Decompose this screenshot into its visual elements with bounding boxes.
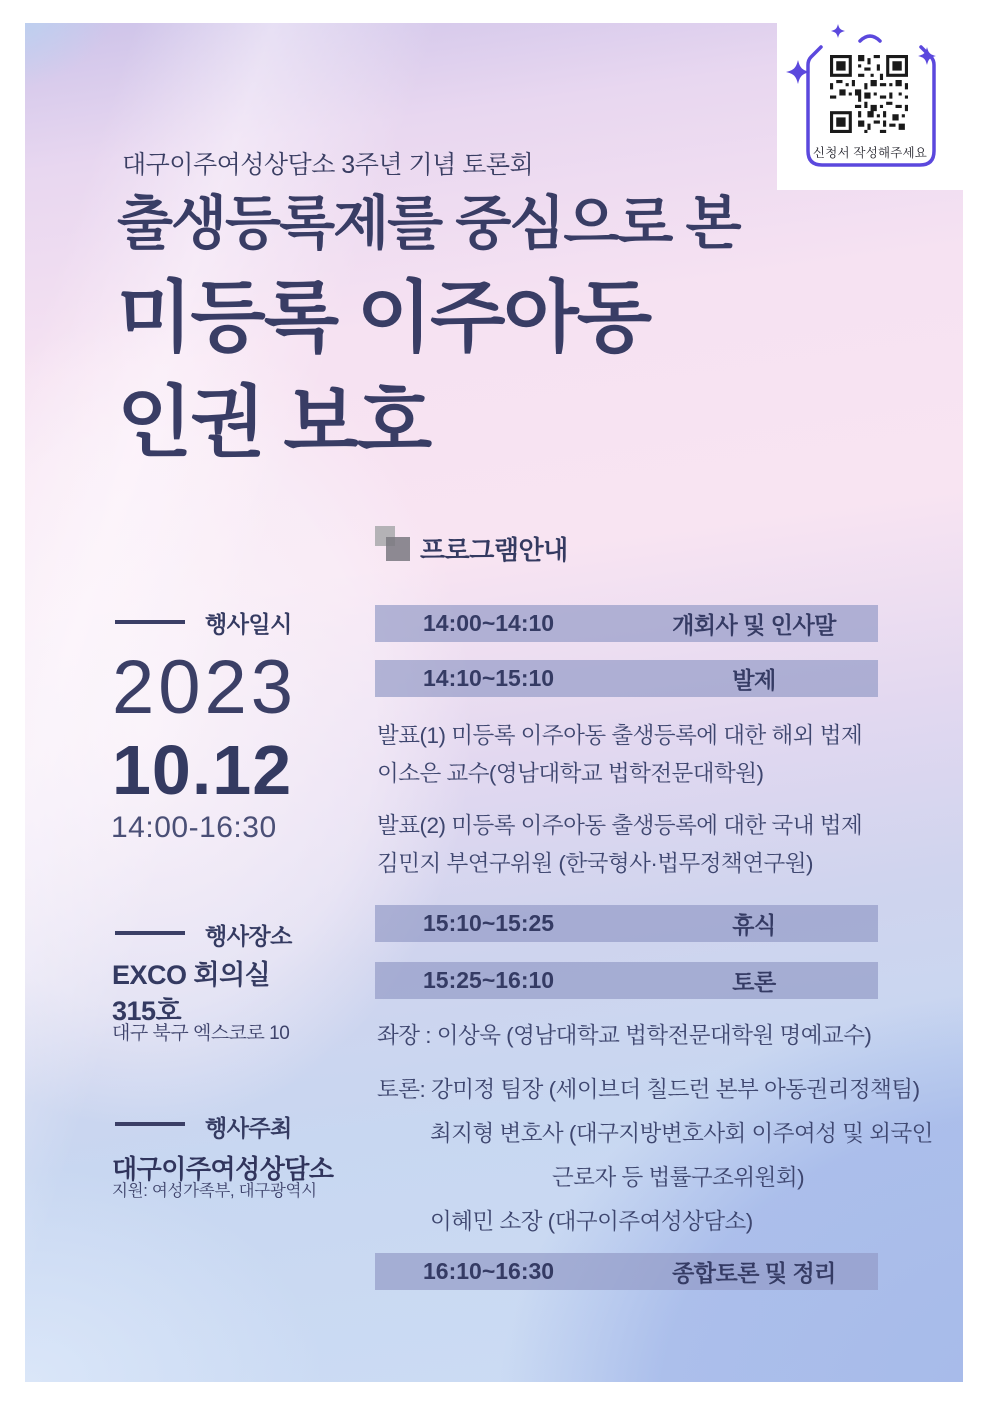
schedule-label: 토론 xyxy=(732,969,776,995)
discussion-panelist-1: 토론: 강미정 팀장 (세이브더 칠드런 본부 아동권리정책팀) xyxy=(377,1077,920,1102)
event-time: 14:00-16:30 xyxy=(111,811,277,844)
schedule-row xyxy=(375,605,878,642)
qr-code xyxy=(830,55,908,133)
section-dash xyxy=(115,931,185,935)
event-venue-label: 행사장소 xyxy=(205,923,292,949)
schedule-row xyxy=(375,1253,878,1290)
venue-name: EXCO 회의실 xyxy=(112,960,271,990)
schedule-label: 종합토론 및 정리 xyxy=(672,1260,836,1286)
schedule-row xyxy=(375,660,878,697)
schedule-label: 개회사 및 인사말 xyxy=(672,612,836,638)
schedule-row xyxy=(375,905,878,942)
qr-panel xyxy=(777,23,963,190)
event-host-label: 행사주최 xyxy=(205,1115,292,1141)
discussion-panelist-2-cont: 근로자 등 법률구조위원회) xyxy=(552,1165,805,1190)
title-line-3: 인권 보호 xyxy=(117,378,431,466)
overlapping-squares-icon xyxy=(375,526,411,562)
venue-address: 대구 북구 엑스코로 10 xyxy=(112,1023,290,1044)
schedule-time: 15:10~15:25 xyxy=(423,910,555,936)
host-name: 대구이주여성상담소 xyxy=(112,1154,334,1184)
section-dash xyxy=(115,1122,185,1126)
presentation-2-speaker: 김민지 부연구위원 (한국형사·법무정책연구원) xyxy=(377,851,813,876)
schedule-time: 15:25~16:10 xyxy=(423,967,555,993)
support-credit: 지원: 여성가족부, 대구광역시 xyxy=(112,1182,317,1200)
qr-caption: 신청서 작성해주세요 xyxy=(812,146,928,160)
event-datetime-label: 행사일시 xyxy=(205,611,292,637)
discussion-chair: 좌장 : 이상욱 (영남대학교 법학전문대학원 명예교수) xyxy=(377,1023,872,1048)
schedule-time: 14:00~14:10 xyxy=(423,610,555,636)
schedule-row xyxy=(375,962,878,999)
discussion-panelist-3: 이혜민 소장 (대구이주여성상담소) xyxy=(430,1209,753,1234)
presentation-2-title: 발표(2) 미등록 이주아동 출생등록에 대한 국내 법제 xyxy=(377,813,863,838)
event-date: 10.12 xyxy=(112,731,293,809)
presentation-1-title: 발표(1) 미등록 이주아동 출생등록에 대한 해외 법제 xyxy=(377,723,863,748)
schedule-label: 발제 xyxy=(732,667,776,693)
discussion-panelist-2: 최지형 변호사 (대구지방변호사회 이주여성 및 외국인 xyxy=(430,1121,933,1146)
schedule-time: 16:10~16:30 xyxy=(423,1258,555,1284)
event-year: 2023 xyxy=(112,645,298,730)
title-line-2: 미등록 이주아동 xyxy=(117,273,651,361)
section-dash xyxy=(115,620,185,624)
event-subtitle: 대구이주여성상담소 3주년 기념 토론회 xyxy=(122,151,534,179)
program-heading: 프로그램안내 xyxy=(420,535,568,565)
presentation-1-speaker: 이소은 교수(영남대학교 법학전문대학원) xyxy=(377,761,764,786)
title-line-1: 출생등록제를 중심으로 본 xyxy=(117,191,740,256)
venue-room: 315호 xyxy=(112,996,182,1026)
schedule-time: 14:10~15:10 xyxy=(423,665,555,691)
poster-background xyxy=(25,23,963,1382)
schedule-label: 휴식 xyxy=(732,912,776,938)
